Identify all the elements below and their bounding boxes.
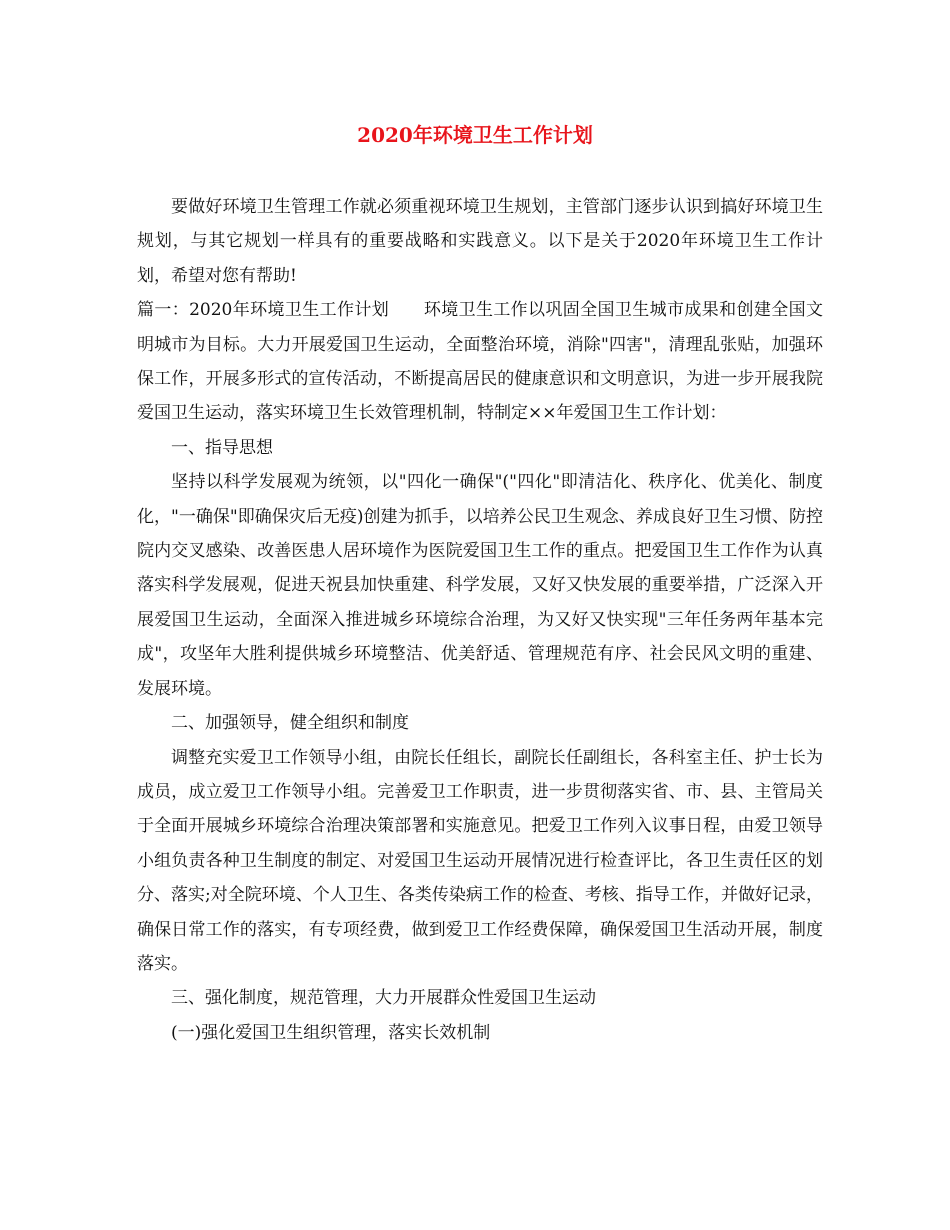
paragraph-guiding-ideology: 坚持以科学发展观为统领，以"四化一确保"("四化"即清洁化、秩序化、优美化、制度化，"一确保"即确保灾后无疫)创建为抓手，以培养公民卫生观念、养成良好卫生习惯、防控院内交叉感染、改善医患人居环境作为医院爱国卫生工作的重点。把爱国卫生工作作为认真落实科学发展观，促进天祝县加快重建、科学发展，又好又快发展的重要举措，广泛深入开展爱国卫生运动，全面深入推进城乡环境综合治理，为又好又快实现"三年任务两年基本完成"，攻坚年大胜利提供城乡环境整洁、优美舒适、管理规范有序、社会民风文明的重建、发展环境。	[137, 472, 823, 699]
heading-leadership: 二、加强领导，健全组织和制度	[171, 713, 409, 734]
page-title: 2020年环境卫生工作计划	[357, 123, 593, 147]
heading-subsection-one: (一)强化爱国卫生组织管理，落实长效机制	[171, 1022, 491, 1043]
document-body	[137, 190, 823, 1050]
paragraph-intro: 要做好环境卫生管理工作就必须重视环境卫生规划，主管部门逐步认识到搞好环境卫生规划，与其它规划一样具有的重要战略和实践意义。以下是关于2020年环境卫生工作计划，希望对您有帮助!	[137, 197, 823, 286]
heading-system-management: 三、强化制度，规范管理，大力开展群众性爱国卫生运动	[171, 988, 596, 1009]
paragraph-section-one: 篇一：2020年环境卫生工作计划 环境卫生工作以巩固全国卫生城市成果和创建全国文明城市为目标。大力开展爱国卫生运动，全面整治环境，消除"四害"，清理乱张贴，加强环保工作，开展多形式的宣传活动，不断提高居民的健康意识和文明意识，为进一步开展我院爱国卫生运动，落实环境卫生长效管理机制，特制定××年爱国卫生工作计划：	[137, 300, 823, 424]
heading-guiding-ideology: 一、指导思想	[171, 437, 273, 458]
paragraph-leadership: 调整充实爱卫工作领导小组，由院长任组长，副院长任副组长，各科室主任、护士长为成员，成立爱卫工作领导小组。完善爱卫工作职责，进一步贯彻落实省、市、县、主管局关于全面开展城乡环境综合治理决策部署和实施意见。把爱卫工作列入议事日程，由爱卫领导小组负责各种卫生制度的制定、对爱国卫生运动开展情况进行检查评比，各卫生责任区的划分、落实;对全院环境、个人卫生、各类传染病工作的检查、考核、指导工作，并做好记录，确保日常工作的落实，有专项经费，做到爱卫工作经费保障，确保爱国卫生活动开展，制度落实。	[137, 747, 823, 974]
